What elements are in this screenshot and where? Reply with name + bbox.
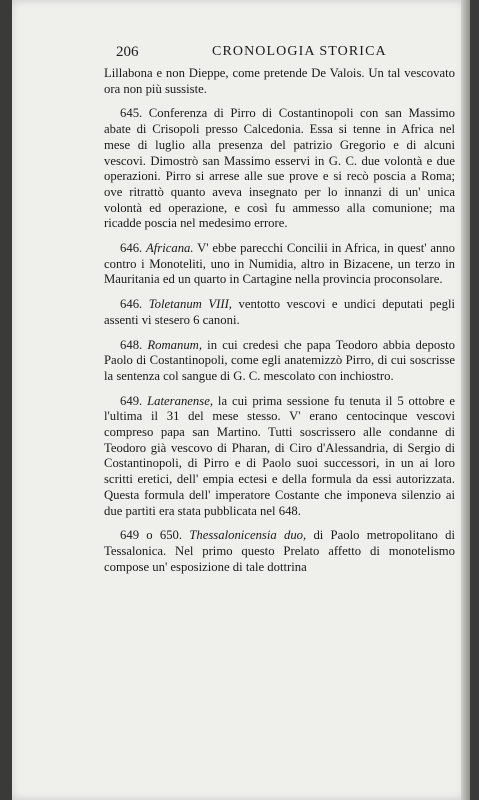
entry-year: 649. (120, 393, 143, 408)
entry-year: 645. (120, 106, 143, 121)
council-name: Toletanum VIII, (148, 297, 232, 312)
page-header (116, 44, 468, 64)
entry-text: ventotto vescovi e undici deputati pegli assenti vi stesero 6 canoni. (104, 297, 456, 327)
entry-text: di Paolo metropolitano di Tessalonica. Nel primo questo Prelato affetto di monotelismo compose un' esposizione di tale dottrina (104, 528, 455, 574)
entry-645 (104, 106, 455, 232)
running-head: CRONOLOGIA STORICA (212, 44, 387, 59)
council-name: Romanum, (147, 337, 202, 352)
entry-text: in cui credesi che papa Teodoro abbia deposto Paolo di Costantinopoli, come egli anatemizzò Pirro, di cui soscrisse la sentenza col sangue di G. C. mescolato con inchiostro. (104, 337, 455, 383)
page-edge (461, 0, 470, 800)
council-name: Thessalonicensia duo, (189, 528, 307, 543)
page-number: 206 (116, 44, 139, 60)
entry-646-toletanum (104, 297, 455, 328)
entry-year: 649 o 650. (120, 528, 183, 543)
entry-text: la cui prima sessione fu tenuta il 5 ottobre e l'ultima il 31 del mese stesso. V' erano centocinque vescovi compreso papa san Martino. Tutti soscrissero alle condanne di Teodoro già vescovo di Pharan, di Ciro d'Alessandria, di Sergio di Costantinopoli, di Pirro e di Paolo suoi successori, in un ai loro scritti eretici, dell' empia ectesi e della formula da essi autorizzata. Questa formula dell' imperatore Costante che imponeva silenzio ai due partiti era stata pubblicata nel 648. (104, 393, 456, 518)
entry-year: 648. (120, 337, 143, 352)
entry-year: 646. (120, 297, 143, 312)
council-name: Lateranense, (147, 393, 214, 408)
entry-year: 646. (120, 241, 143, 256)
entry-649-650-thessalonicensia (104, 528, 455, 575)
entry-649-lateranense (104, 394, 455, 520)
entry-text: V' ebbe parecchi Concilii in Africa, in quest' anno contro i Monoteliti, uno in Numidia, altro in Bizacene, un terzo in Mauritania ed un quarto in Cartagine nella provincia proconsolare. (104, 241, 455, 287)
paragraph-continuation (104, 66, 455, 97)
entry-646-africana (104, 241, 455, 288)
council-name: Africana. (146, 241, 194, 256)
entry-648-romanum (104, 338, 455, 385)
page-body (104, 66, 455, 584)
entry-text: Conferenza di Pirro di Costantinopoli con san Massimo abate di Crisopoli presso Calcedonia. Essa si tenne in Africa nel mese di luglio alla presenza del patrizio Gregorio e di alcuni vescovi. Dimostrò san Massimo esservi in G. C. due volontà e due operazioni. Pirro si arrese alle sue prove e si recò poscia a Roma; ove ritrattò quanto aveva insegnato per lo innanzi di un' unica volontà ed operazione, e così fu ammesso alla comunione; ma ricadde poscia nel medesimo errore. (104, 106, 455, 231)
paragraph-text: Lillabona e non Dieppe, come pretende De Valois. Un tal vescovato ora non più sussiste. (104, 66, 455, 96)
